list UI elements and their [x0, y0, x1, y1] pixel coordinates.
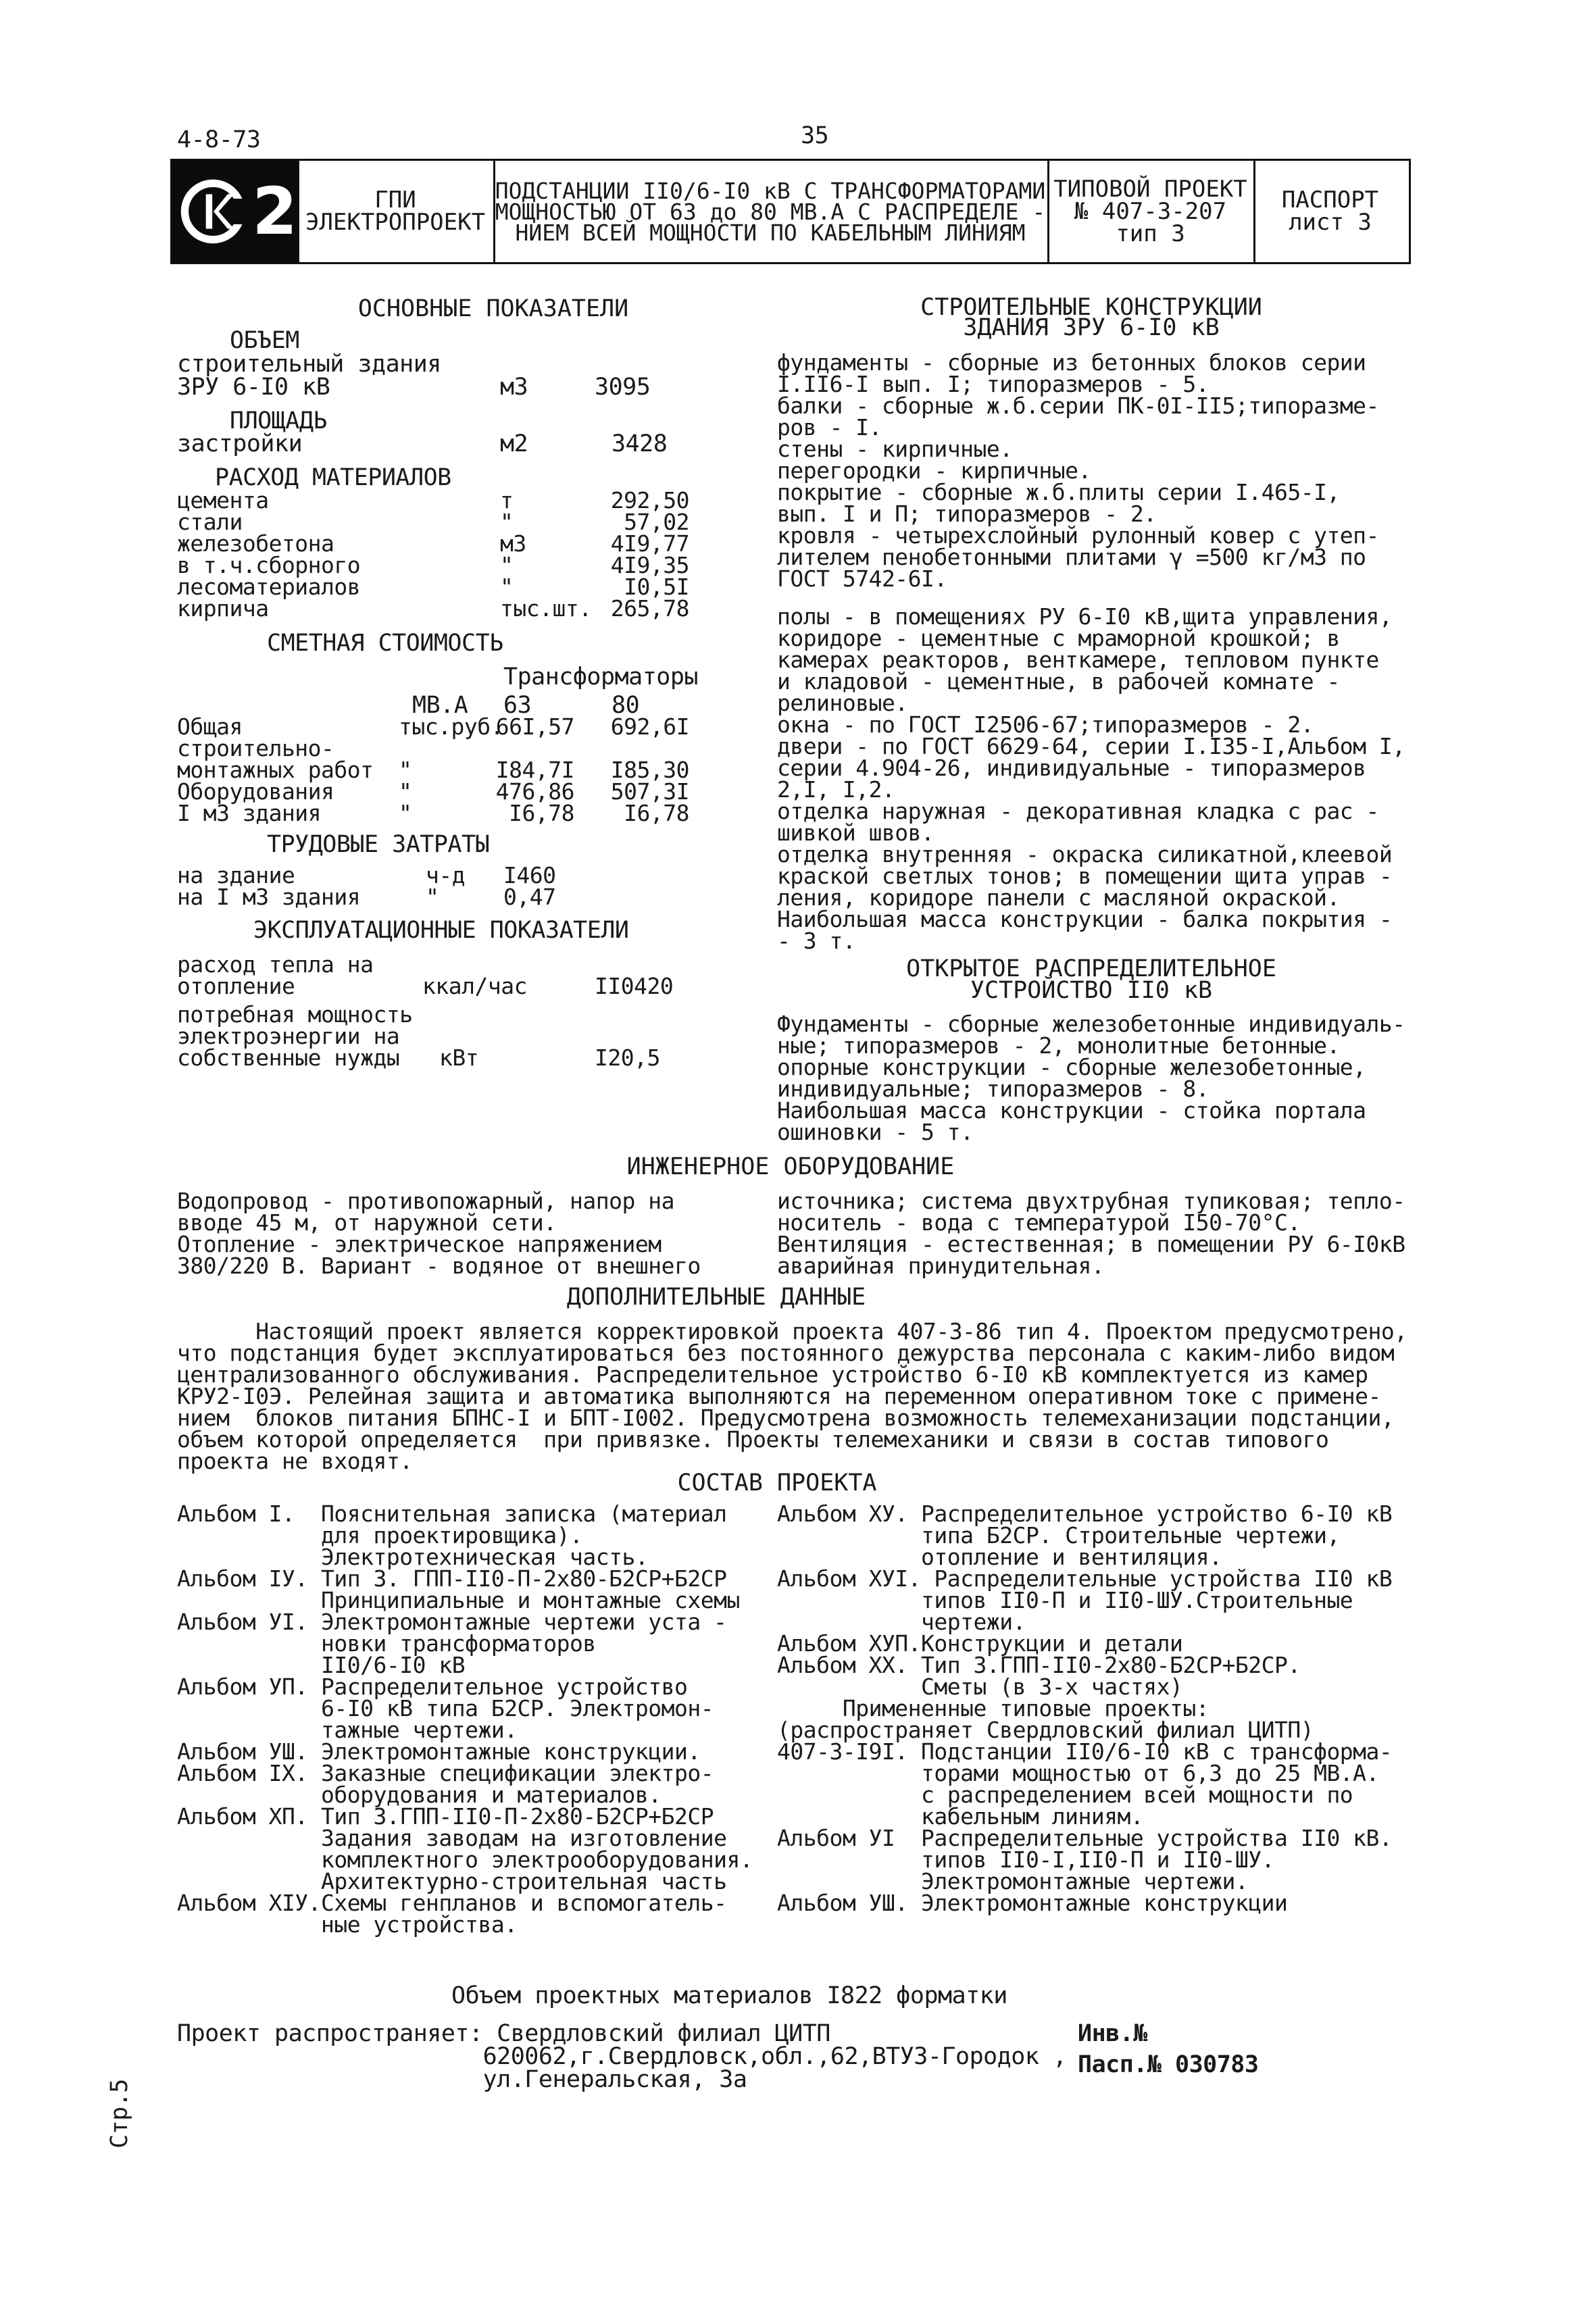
page-number: 35 [801, 122, 829, 149]
engineering-text-left: Водопровод - противопожарный, напор на вводе 45 м, от наружной сети. Отопление - электрическое напряжением 380/220 В. Вариант - водяное от внешнего [177, 1188, 701, 1279]
materials-units: т " м3 " " тыс.шт. [500, 487, 592, 622]
materials-values: 292,50 57,02 4I9,77 4I9,35 I0,5I 265,78 [610, 487, 689, 622]
logo-cell [172, 161, 299, 262]
heat-unit: ккал/час [422, 973, 527, 999]
structures-heading: СТРОИТЕЛЬНЫЕ КОНСТРУКЦИИ ЗДАНИЯ ЗРУ 6-I0 кВ [920, 294, 1262, 341]
additional-data-text: Настоящий проект является корректировкой проекта 407-3-86 тип 4. Проектом предусмотрено, что подстанция будет эксплуатироваться без постоянного дежурства персонала с каким-либо видом централизованного обслуживания. Распределительное устройство 6-I0 кВ комплектуется из камер КРУ2-I0Э. Релейная защита и автоматика выполняются на переменном оперативном токе с примене- нием блоков питания БПНС-I и БПТ-I002. Предусмотрена возможность телемеханизации подстанции, объем которой определяется при привязке. Проекты телемеханики и связи в состав типового проекта не входят. [177, 1318, 1407, 1474]
structures-text-1: фундаменты - сборные из бетонных блоков серии I.II6-I вып. I; типоразмеров - 5. балки - сборные ж.б.серии ПК-0I-II5;типоразме- ров - I. стены - кирпичные. перегородки - кирпичные. покрытие - сборные ж.б.плиты серии I.465-I, вып. I и П; типоразмеров - 2. кровля - четырехслойный рулонный ковер с утеп- лителем пенобетонными плитами γ =500 кг/м3 по ГОСТ 5742-6I. [777, 349, 1379, 592]
inventory-number: Инв.№ [1078, 2020, 1147, 2047]
materials-heading: РАСХОД МАТЕРИАЛОВ [215, 464, 451, 491]
cost-labels: Общая строительно- монтажных работ Оборудования I м3 здания [177, 713, 374, 826]
materials-volume: Объем проектных материалов I822 форматки [451, 1982, 1007, 2009]
area-value: 3428 [612, 430, 668, 457]
composition-right: Альбом XУ. Распределительное устройство 6-I0 кВ типа Б2СР. Строительные чертежи, отопление и вентиляция. Альбом XУI. Распределительные устройства II0 кВ типов II0-П и II0-ШУ.Строительные чертежи. Альбом XУП.Конструкции и детали Альбом XX. Тип 3.ГПП-II0-2х80-Б2СР+Б2СР. Сметы (в 3-х частях) Примененные типовые проекты: (распространяет Свердловский филиал ЦИТП) 407-3-I9I. Подстанции II0/6-I0 кВ с трансформа- торами мощностью от 6,3 до 25 МВ.А. с распределением всей мощности по кабельным линиям. Альбом УI Распределительные устройства II0 кВ. типов II0-I,II0-П и II0-ШУ. Электромонтажные чертежи. Альбом УШ. Электромонтажные конструкции [777, 1501, 1393, 1916]
ck-logo-icon [178, 174, 248, 249]
passport-cell: ПАСПОРТ лист 3 [1281, 186, 1379, 236]
document-title-cell: ПОДСТАНЦИИ II0/6-I0 кВ С ТРАНСФОРМАТОРАМИ МОЩНОСТЬЮ ОТ 63 до 80 МВ.А С РАСПРЕДЕЛЕ - НИЕМ ВСЕЙ МОЩНОСТИ ПО КАБЕЛЬНЫМ ЛИНИЯМ [493, 161, 1049, 262]
project-number-cell: ТИПОВОЙ ПРОЕКТ № 407-3-207 тип 3 [1047, 161, 1255, 262]
cost-heading: СМЕТНАЯ СТОИМОСТЬ [267, 630, 503, 657]
structures-text-2: полы - в помещениях РУ 6-I0 кВ,щита управления, коридоре - цементные с мраморной крошкой; в камерах реакторов, венткамере, тепловом пункте и кладовой - цементные, в рабочей комнате - релиновые. окна - по ГОСТ I2506-67;типоразмеров - 2. двери - по ГОСТ 6629-64, серии I.I35-I,Альбом I, серии 4.904-26, индивидуальные - типоразмеров 2,I, I,2. отделка наружная - декоративная кладка с рас - шивкой швов. отделка внутренняя - окраска силикатной,клеевой краской светлых тонов; в помещении щита управ - ления, коридоре панели с масляной окраской. Наибольшая масса конструкции - балка покрытия - - 3 т. [777, 603, 1405, 954]
volume-unit: м3 [500, 374, 528, 401]
composition-heading: СОСТАВ ПРОЕКТА [677, 1469, 877, 1496]
transformers-label: Трансформаторы [503, 663, 699, 690]
open-switchgear-text: Фундаменты - сборные железобетонные индивидуаль- ные; типоразмеров - 2, монолитные бетонные. опорные конструкции - сборные железобетонные, индивидуальные; типоразмеров - 8. Наибольшая масса конструкции - стойка портала ошиновки - 5 т. [777, 1011, 1405, 1145]
cost-values-63: 66I,57 I84,7I 476,86 I6,78 [495, 713, 574, 826]
volume-value: 3095 [595, 374, 651, 401]
org-cell: ГПИ ЭЛЕКТРОПРОЕКТ [297, 161, 495, 262]
title-block [170, 159, 1411, 264]
cost-units: тыс.руб. " " " [399, 713, 503, 826]
open-switchgear-heading: ОТКРЫТОЕ РАСПРЕДЕЛИТЕЛЬНОЕ УСТРОЙСТВО II0 кВ [906, 955, 1276, 1004]
additional-data-heading: ДОПОЛНИТЕЛЬНЫЕ ДАННЫЕ [566, 1284, 866, 1311]
labor-labels: на здание на I м3 здания [177, 862, 361, 910]
area-unit: м2 [500, 430, 528, 457]
col-80-label: 80 [612, 692, 640, 719]
labor-heading: ТРУДОВЫЕ ЗАТРАТЫ [267, 831, 490, 858]
distributor: Проект распространяет: Свердловский филиал ЦИТП 620062,г.Свердловск,обл.,62,ВТУЗ-Городок , ул.Генеральская, 3а [177, 2020, 1067, 2093]
engineering-heading: ИНЖЕНЕРНОЕ ОБОРУДОВАНИЕ [626, 1153, 955, 1180]
operational-heading: ЭКСПЛУАТАЦИОННЫЕ ПОКАЗАТЕЛИ [253, 917, 629, 944]
composition-left: Альбом I. Пояснительная записка (материал для проектировщика). Электротехническая часть. Альбом IУ. Тип 3. ГПП-II0-П-2х80-Б2СР+Б2СР Принципиальные и монтажные схемы Альбом УI. Электромонтажные чертежи уста - новки трансформаторов II0/6-I0 кВ Альбом УП. Распределительное устройство 6-I0 кВ типа Б2СР. Электромон- тажные чертежи. Альбом УШ. Электромонтажные конструкции. Альбом IX. Заказные спецификации электро- оборудования и материалов. Альбом XП. Тип 3.ГПП-II0-П-2х80-Б2СР+Б2СР Задания заводам на изготовление комплектного электрооборудования. Архитектурно-строительная часть Альбом XIУ.Схемы генпланов и вспомогатель- ные устройства. [177, 1501, 753, 1938]
cost-values-80: 692,6I I85,30 507,3I I6,78 [610, 713, 689, 826]
area-label: застройки [177, 430, 303, 457]
side-page-label: Стр.5 [106, 2079, 133, 2148]
main-indicators-heading: ОСНОВНЫЕ ПОКАЗАТЕЛИ [357, 295, 629, 322]
power-value: I20,5 [595, 1045, 660, 1071]
labor-values: I460 0,47 [503, 862, 556, 910]
engineering-text-right: источника; система двухтрубная тупиковая; тепло- носитель - вода с температурой I50-70°С. Вентиляция - естественная; в помещении РУ 6-I0кВ аварийная принудительная. [777, 1188, 1405, 1279]
power-unit: кВт [439, 1045, 479, 1071]
power-label: потребная мощность электроэнергии на собственные нужды [177, 1001, 413, 1071]
labor-units: ч-д " [426, 862, 466, 910]
document-code: 4-8-73 [177, 126, 261, 153]
passport-number: Пасп.№ 030783 [1078, 2051, 1259, 2078]
col-63-label: 63 [503, 692, 532, 719]
volume-heading: ОБЪЕМ [230, 327, 299, 354]
volume-label: строительный здания ЗРУ 6-I0 кВ [177, 351, 441, 401]
materials-labels: цемента стали железобетона в т.ч.сборного лесоматериалов кирпича [177, 487, 361, 622]
logo-number: 2 [252, 173, 297, 249]
heat-label: расход тепла на отопление [177, 951, 374, 999]
heat-value: II0420 [595, 973, 674, 999]
mva-label: МВ.А [412, 692, 468, 719]
area-heading: ПЛОЩАДЬ [230, 407, 328, 434]
